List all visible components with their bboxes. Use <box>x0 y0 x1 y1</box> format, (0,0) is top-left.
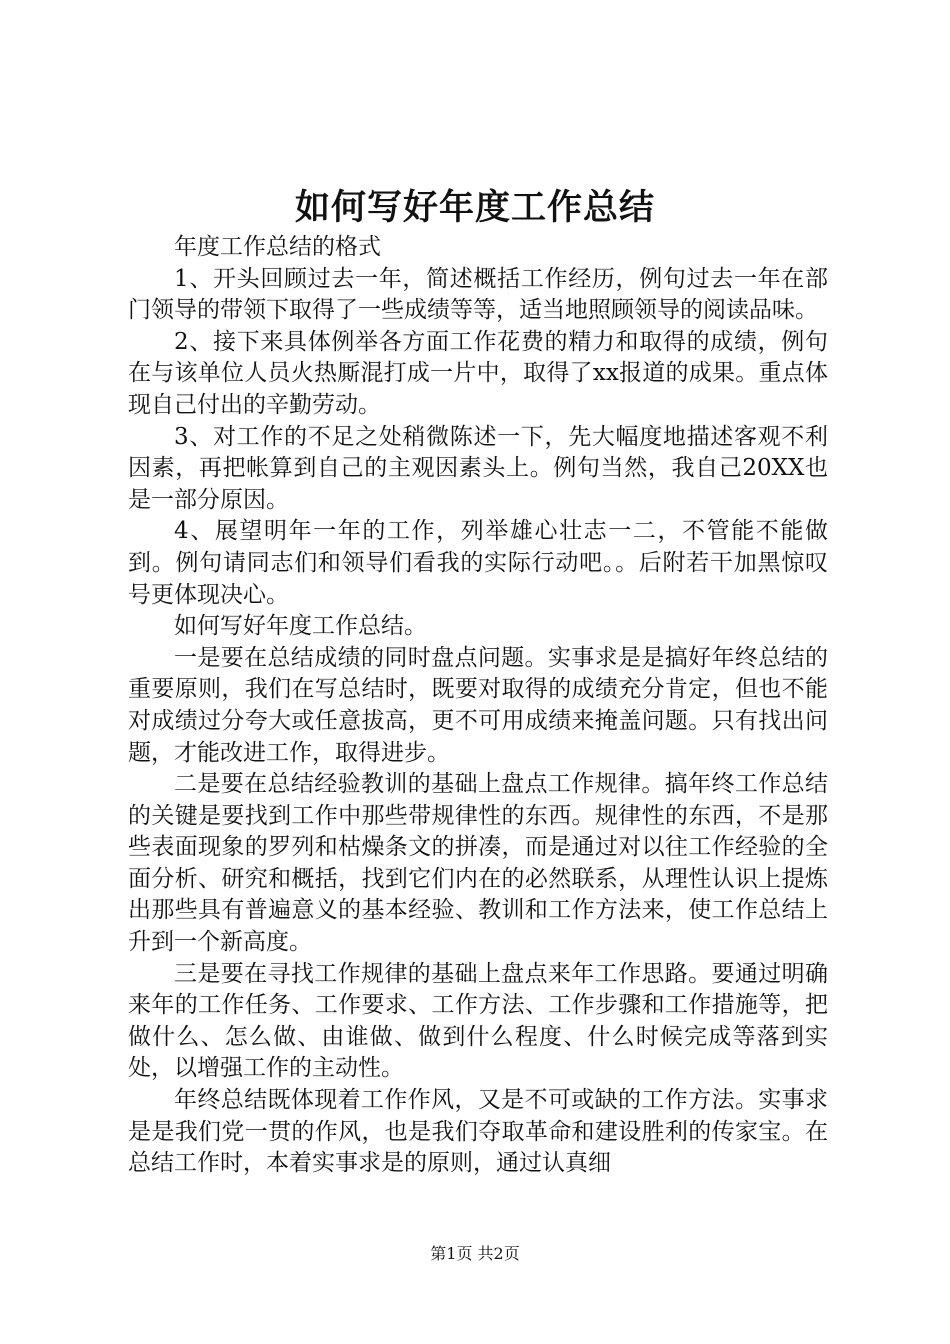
paragraph-point-4: 4、展望明年一年的工作，列举雄心壮志一二，不管能不能做到。例句请同志们和领导们看我的实际行动吧。。后附若干加黑惊叹号更体现决心。 <box>128 518 828 608</box>
paragraph-first: 一是要在总结成绩的同时盘点问题。实事求是是搞好年终总结的重要原则，我们在写总结时，既要对取得的成绩充分肯定，但也不能对成绩过分夸大或任意拔高，更不可用成绩来掩盖问题。只有找出问题，才能改进工作，取得进步。 <box>128 644 828 766</box>
paragraph-third: 三是要在寻找工作规律的基础上盘点来年工作思路。要通过明确来年的工作任务、工作要求、工作方法、工作步骤和工作措施等，把做什么、怎么做、由谁做、做到什么程度、什么时候完成等落到实处，以增强工作的主动性。 <box>128 960 828 1082</box>
document-title: 如何写好年度工作总结 <box>294 187 655 228</box>
paragraph-point-3: 3、对工作的不足之处稍微陈述一下，先大幅度地描述客观不利因素，再把帐算到自己的主观因素头上。例句当然，我自己20XX也是一部分原因。 <box>128 423 828 513</box>
paragraph-second: 二是要在总结经验教训的基础上盘点工作规律。搞年终工作总结的关键是要找到工作中那些带规律性的东西。规律性的东西，不是那些表面现象的罗列和枯燥条文的拼凑，而是通过对以往工作经验的全面分析、研究和概括，找到它们内在的必然联系，从理性认识上提炼出那些具有普遍意义的基本经验、教训和工作方法来，使工作总结上升到一个新高度。 <box>128 771 828 956</box>
document-body <box>128 232 828 1180</box>
paragraph-closing: 年终总结既体现着工作作风，又是不可或缺的工作方法。实事求是是我们党一贯的作风，也是我们夺取革命和建设胜利的传家宝。在总结工作时，本着实事求是的原则，通过认真细 <box>128 1087 828 1177</box>
paragraph-how-to-heading: 如何写好年度工作总结。 <box>174 613 427 640</box>
paragraph-format-heading: 年度工作总结的格式 <box>174 234 381 260</box>
paragraph-point-1: 1、开头回顾过去一年，简述概括工作经历，例句过去一年在部门领导的带领下取得了一些成绩等等，适当地照顾领导的阅读品味。 <box>128 265 828 324</box>
page-number: 第1页 共2页 <box>430 1244 520 1263</box>
paragraph-point-2: 2、接下来具体例举各方面工作花费的精力和取得的成绩，例句在与该单位人员火热厮混打成一片中，取得了xx报道的成果。重点体现自己付出的辛勤劳动。 <box>128 328 828 418</box>
